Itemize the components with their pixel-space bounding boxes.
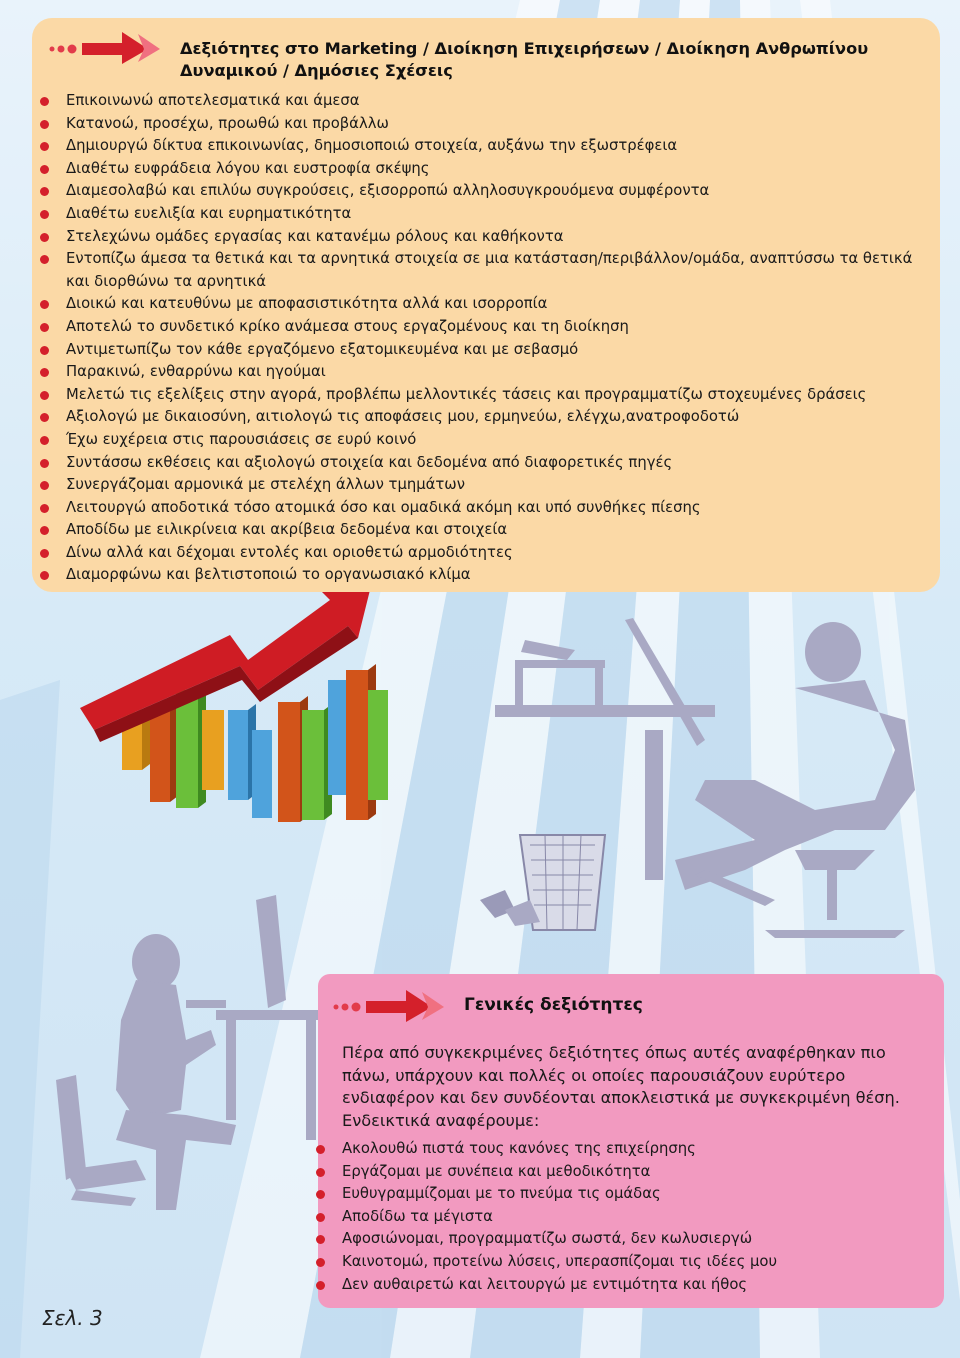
list-item: Καινοτομώ, προτείνω λύσεις, υπερασπίζομαι τις ιδέες μου [308, 1251, 928, 1274]
list-item: Διαμεσολαβώ και επιλύω συγκρούσεις, εξισορροπώ αλληλοσυγκρουόμενα συμφέροντα [32, 180, 932, 203]
list-item: Αφοσιώνομαι, προγραμματίζω σωστά, δεν κωλυσιεργώ [308, 1228, 928, 1251]
marketing-skills-list [32, 90, 932, 587]
bullet-icon [40, 346, 49, 355]
bullet-icon [40, 459, 49, 468]
list-item: Εργάζομαι με συνέπεια και μεθοδικότητα [308, 1161, 928, 1184]
list-item: Εντοπίζω άμεσα τα θετικά και τα αρνητικά στοιχεία σε μια κατάσταση/περιβάλλον/ομάδα, αναπτύσσω τα θετικά και διορθώνω τα αρνητικά [32, 248, 932, 293]
list-item: Δημιουργώ δίκτυα επικοινωνίας, δημοσιοποιώ στοιχεία, αυξάνω την εξωστρέφεια [32, 135, 932, 158]
bullet-icon [40, 300, 49, 309]
bullet-icon [40, 549, 49, 558]
bullet-icon [40, 571, 49, 580]
list-item: Συνεργάζομαι αρμονικά με στελέχη άλλων τμημάτων [32, 474, 932, 497]
page-title: Δεξιότητες στο Marketing / Διοίκηση Επιχειρήσεων / Διοίκηση Ανθρωπίνου Δυναμικού / Δημόσιες Σχέσεις [180, 39, 869, 80]
bullet-icon [40, 413, 49, 422]
bullet-icon [316, 1213, 325, 1222]
list-item: Διαθέτω ευελιξία και ευρηματικότητα [32, 203, 932, 226]
bullet-icon [316, 1235, 325, 1244]
list-item: Λειτουργώ αποδοτικά τόσο ατομικά όσο και ομαδικά ακόμη και υπό συνθήκες πίεσης [32, 497, 932, 520]
list-item: Στελεχώνω ομάδες εργασίας και κατανέμω ρόλους και καθήκοντα [32, 226, 932, 249]
list-item: Παρακινώ, ενθαρρύνω και ηγούμαι [32, 361, 932, 384]
page-number: Σελ. 3 [42, 1306, 103, 1330]
list-item: Μελετώ τις εξελίξεις στην αγορά, προβλέπω μελλοντικές τάσεις και προγραμματίζω στοχευμένες δράσεις [32, 384, 932, 407]
waste-basket-icon [480, 835, 605, 930]
office-silhouette-illustration [455, 600, 935, 980]
list-item: Διαθέτω ευφράδεια λόγου και ευστροφία σκέψης [32, 158, 932, 181]
bullet-icon [316, 1258, 325, 1267]
bullet-icon [40, 165, 49, 174]
list-item: Δίνω αλλά και δέχομαι εντολές και οριοθετώ αρμοδιότητες [32, 542, 932, 565]
list-item: Κατανοώ, προσέχω, προωθώ και προβάλλω [32, 113, 932, 136]
bar-chart-illustration [80, 590, 420, 840]
marketing-skills-panel [32, 18, 940, 592]
list-item: Αποδίδω με ειλικρίνεια και ακρίβεια δεδομένα και στοιχεία [32, 519, 932, 542]
red-arrow-icon [332, 988, 452, 1024]
bullet-icon [316, 1190, 325, 1199]
bullet-icon [40, 255, 49, 264]
list-item: Αποτελώ το συνδετικό κρίκο ανάμεσα στους εργαζομένους και τη διοίκηση [32, 316, 932, 339]
bullet-icon [40, 210, 49, 219]
bullet-icon [40, 142, 49, 151]
list-item: Επικοινωνώ αποτελεσματικά και άμεσα [32, 90, 932, 113]
bullet-icon [40, 233, 49, 242]
bullet-icon [40, 436, 49, 445]
list-item: Συντάσσω εκθέσεις και αξιολογώ στοιχεία και δεδομένα από διαφορετικές πηγές [32, 452, 932, 475]
red-arrow-icon [48, 30, 168, 66]
general-skills-panel [318, 974, 944, 1308]
bullet-icon [40, 368, 49, 377]
bullet-icon [40, 481, 49, 490]
list-item: Αξιολογώ με δικαιοσύνη, αιτιολογώ τις αποφάσεις μου, ερμηνεύω, ελέγχω,ανατροφοδοτώ [32, 406, 932, 429]
intro-paragraph: Πέρα από συγκεκριμένες δεξιότητες όπως αυτές αναφέρθηκαν πιο πάνω, υπάρχουν και πολλές οι οποίες παρουσιάζουν ευρύτερο ενδιαφέρον και δεν συνδέονται αποκλειστικά με συγκεκριμένη θέση. Ενδεικτικά αναφέρουμε: [342, 1043, 900, 1130]
woman-silhouette-illustration [36, 880, 336, 1240]
bullet-icon [40, 187, 49, 196]
bullet-icon [40, 504, 49, 513]
bullet-icon [316, 1168, 325, 1177]
list-item: Διοικώ και κατευθύνω με αποφασιστικότητα αλλά και ισορροπία [32, 293, 932, 316]
bullet-icon [40, 97, 49, 106]
list-item: Ευθυγραμμίζομαι με το πνεύμα τις ομάδας [308, 1183, 928, 1206]
bullet-icon [40, 391, 49, 400]
section-title: Γενικές δεξιότητες [464, 995, 643, 1015]
general-skills-list [308, 1138, 928, 1296]
list-item: Έχω ευχέρεια στις παρουσιάσεις σε ευρύ κοινό [32, 429, 932, 452]
list-item: Αποδίδω τα μέγιστα [308, 1206, 928, 1229]
bullet-icon [316, 1145, 325, 1154]
bullet-icon [316, 1281, 325, 1290]
list-item: Διαμορφώνω και βελτιστοποιώ το οργανωσιακό κλίμα [32, 564, 932, 587]
bullet-icon [40, 323, 49, 332]
list-item: Αντιμετωπίζω τον κάθε εργαζόμενο εξατομικευμένα και με σεβασμό [32, 339, 932, 362]
bullet-icon [40, 526, 49, 535]
list-item: Δεν αυθαιρετώ και λειτουργώ με εντιμότητα και ήθος [308, 1274, 928, 1297]
bullet-icon [40, 120, 49, 129]
list-item: Ακολουθώ πιστά τους κανόνες της επιχείρησης [308, 1138, 928, 1161]
